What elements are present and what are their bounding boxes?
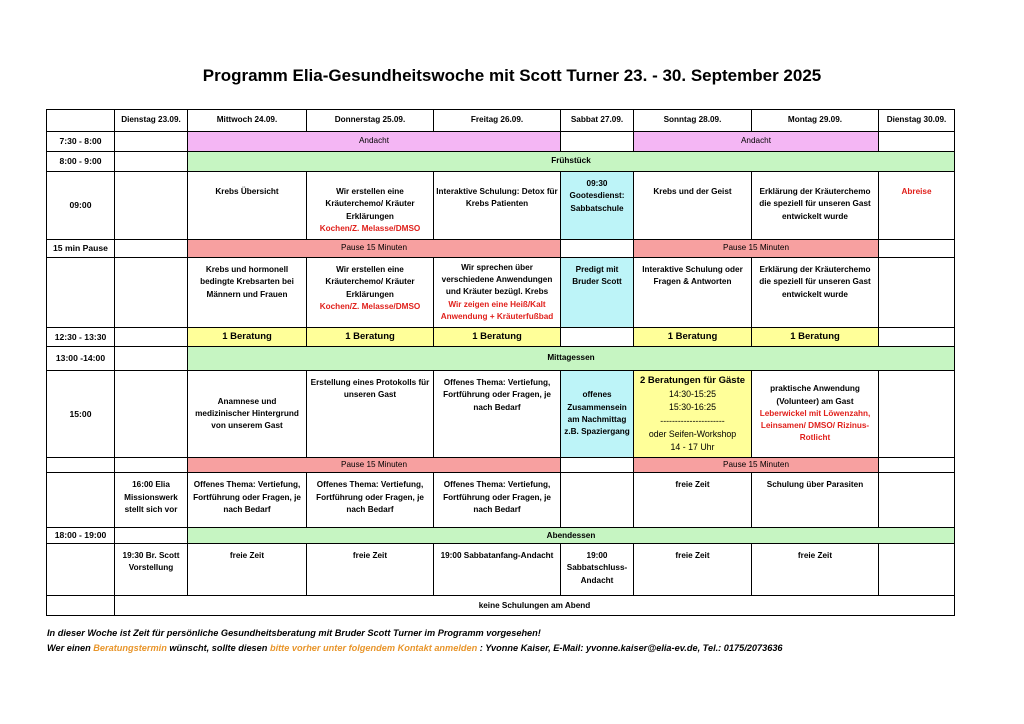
- session-cell: 16:00 Elia Missionswerk stellt sich vor: [115, 473, 188, 528]
- beratung-gaeste-cell: [634, 371, 752, 458]
- footer-note: In dieser Woche ist Zeit für persönliche Gesundheitsberatung mit Bruder Scott Turner im Programm vorgesehen!: [47, 628, 541, 638]
- row-pause: [47, 458, 955, 473]
- time-label: 12:30 - 13:30: [47, 328, 115, 347]
- session-cell: Erklärung der Kräuterchemo die speziell für unseren Gast entwickelt wurde: [752, 172, 879, 240]
- empty-cell: [879, 328, 955, 347]
- row-pause: [47, 240, 955, 258]
- session-text: 2 Beratungen für Gäste: [639, 374, 746, 386]
- session-cell: freie Zeit: [634, 544, 752, 596]
- mittagessen-block: Mittagessen: [188, 347, 955, 371]
- day-header: Dienstag 23.09.: [115, 110, 188, 132]
- empty-cell: [115, 347, 188, 371]
- day-header: Montag 29.09.: [752, 110, 879, 132]
- day-header: Donnerstag 25.09.: [307, 110, 434, 132]
- session-cell: Krebs und der Geist: [634, 172, 752, 240]
- empty-cell: [115, 528, 188, 544]
- row-afternoon: [47, 371, 955, 458]
- day-header: Sabbat 27.09.: [561, 110, 634, 132]
- session-text: Wir sprechen über verschiedene Anwendungen und Kräuter bezügl. Krebs: [441, 262, 553, 297]
- footer-contact-details: : Yvonne Kaiser, E-Mail: yvonne.kaiser@elia-ev.de, Tel.: 0175/2073636: [477, 643, 783, 653]
- row-late-morning: [47, 258, 955, 328]
- row-fruehstueck: [47, 152, 955, 172]
- session-cell: Erklärung der Kräuterchemo die speziell für unseren Gast entwickelt wurde: [752, 258, 879, 328]
- pause-block: Pause 15 Minuten: [634, 458, 879, 473]
- empty-cell: [115, 172, 188, 240]
- time-label: [47, 473, 115, 528]
- session-text: praktische Anwendung (Volunteer) am Gast: [770, 384, 860, 406]
- pause-block: Pause 15 Minuten: [188, 458, 561, 473]
- session-cell: Offenes Thema: Vertiefung, Fortführung oder Fragen, je nach Bedarf: [307, 473, 434, 528]
- empty-cell: [879, 258, 955, 328]
- session-cell: Interaktive Schulung oder Fragen & Antworten: [634, 258, 752, 328]
- session-cell: freie Zeit: [634, 473, 752, 528]
- empty-cell: [561, 458, 634, 473]
- row-beratung: [47, 328, 955, 347]
- session-time: 14:30-15:25: [669, 389, 716, 400]
- abreise-cell: Abreise: [879, 172, 955, 240]
- session-cell: Offenes Thema: Vertiefung, Fortführung oder Fragen, je nach Bedarf: [434, 371, 561, 458]
- session-time: 14 - 17 Uhr: [670, 441, 715, 452]
- footer-highlight: bitte vorher unter folgendem Kontakt anmelden: [269, 643, 478, 653]
- empty-cell: [115, 371, 188, 458]
- day-header: Freitag 26.09.: [434, 110, 561, 132]
- empty-cell: [115, 152, 188, 172]
- time-label: 7:30 - 8:00: [47, 132, 115, 152]
- session-cell: freie Zeit: [752, 544, 879, 596]
- time-label: [47, 458, 115, 473]
- row-andacht: [47, 132, 955, 152]
- day-header: Dienstag 30.09.: [879, 110, 955, 132]
- day-header: Mittwoch 24.09.: [188, 110, 307, 132]
- corner-cell: [47, 110, 115, 132]
- empty-cell: [879, 458, 955, 473]
- session-cell: Offenes Thema: Vertiefung, Fortführung oder Fragen, je nach Bedarf: [188, 473, 307, 528]
- divider-text: ----------------------: [660, 415, 725, 426]
- session-cell: 19:30 Br. Scott Vorstellung: [115, 544, 188, 596]
- abendessen-block: Abendessen: [188, 528, 955, 544]
- beratung-cell: 1 Beratung: [307, 328, 434, 347]
- page-title: Programm Elia-Gesundheitswoche mit Scott Turner 23. - 30. September 2025: [202, 66, 822, 85]
- beratung-cell: 1 Beratung: [434, 328, 561, 347]
- header-row: [47, 110, 955, 132]
- session-cell: [434, 258, 561, 328]
- row-evening-note: [47, 596, 955, 616]
- time-label: 18:00 - 19:00: [47, 528, 115, 544]
- empty-cell: [561, 240, 634, 258]
- row-morning: [47, 172, 955, 240]
- session-cell: Schulung über Parasiten: [752, 473, 879, 528]
- time-label: 09:00: [47, 172, 115, 240]
- fruehstueck-block: Frühstück: [188, 152, 955, 172]
- session-cell: [307, 258, 434, 328]
- session-cell: offenes Zusammensein am Nachmittag z.B. Spaziergang: [561, 371, 634, 458]
- empty-cell: [115, 328, 188, 347]
- footer-text: wünscht, sollte diesen: [166, 643, 270, 653]
- empty-cell: [115, 258, 188, 328]
- empty-cell: [115, 458, 188, 473]
- empty-cell: [561, 328, 634, 347]
- andacht-block: Andacht: [188, 132, 561, 152]
- session-cell: 19:00 Sabbatschluss-Andacht: [561, 544, 634, 596]
- session-cell: Offenes Thema: Vertiefung, Fortführung oder Fragen, je nach Bedarf: [434, 473, 561, 528]
- session-note: Kochen/Z. Melasse/DMSO: [319, 223, 421, 233]
- footer-text: Wer einen: [47, 643, 94, 653]
- empty-cell: [879, 132, 955, 152]
- session-text: oder Seifen-Workshop: [648, 428, 737, 439]
- session-cell: Krebs und hormonell bedingte Krebsarten bei Männern und Frauen: [188, 258, 307, 328]
- session-cell: Predigt mit Bruder Scott: [561, 258, 634, 328]
- session-cell: [752, 371, 879, 458]
- empty-cell: [561, 473, 634, 528]
- empty-cell: [879, 240, 955, 258]
- session-cell: 19:00 Sabbatanfang-Andacht: [434, 544, 561, 596]
- session-cell: Krebs Übersicht: [188, 172, 307, 240]
- footer-highlight: Beratungstermin: [93, 643, 167, 653]
- session-cell: freie Zeit: [307, 544, 434, 596]
- session-note: Kochen/Z. Melasse/DMSO: [319, 301, 421, 311]
- time-label: 15 min Pause: [47, 240, 115, 258]
- time-label: 13:00 -14:00: [47, 347, 115, 371]
- pause-block: Pause 15 Minuten: [188, 240, 561, 258]
- session-note: Leberwickel mit Löwenzahn, Leinsamen/ DMSO/ Rizinus-Rotlicht: [759, 408, 871, 443]
- andacht-block: Andacht: [634, 132, 879, 152]
- beratung-cell: 1 Beratung: [752, 328, 879, 347]
- empty-cell: [561, 132, 634, 152]
- empty-cell: [115, 132, 188, 152]
- day-header: Sonntag 28.09.: [634, 110, 752, 132]
- pause-block: Pause 15 Minuten: [634, 240, 879, 258]
- row-late-afternoon: [47, 473, 955, 528]
- schedule-table: [46, 109, 955, 616]
- time-label: 8:00 - 9:00: [47, 152, 115, 172]
- empty-cell: [115, 240, 188, 258]
- time-label: [47, 596, 115, 616]
- empty-cell: [879, 371, 955, 458]
- session-cell: Erstellung eines Protokolls für unseren Gast: [307, 371, 434, 458]
- session-cell: 09:30 Gootesdienst: Sabbatschule: [561, 172, 634, 240]
- session-text: Wir erstellen eine Kräuterchemo/ Kräuter Erklärungen: [325, 265, 415, 299]
- beratung-cell: 1 Beratung: [188, 328, 307, 347]
- empty-cell: [879, 473, 955, 528]
- session-note: Wir zeigen eine Heiß/Kalt Anwendung + Kräuterfußbad: [440, 299, 554, 321]
- empty-cell: [879, 544, 955, 596]
- row-evening: [47, 544, 955, 596]
- time-label: 15:00: [47, 371, 115, 458]
- session-cell: Interaktive Schulung: Detox für Krebs Patienten: [434, 172, 561, 240]
- session-text: Wir erstellen eine Kräuterchemo/ Kräuter Erklärungen: [325, 187, 415, 221]
- session-time: 15:30-16:25: [669, 402, 716, 413]
- time-label: [47, 544, 115, 596]
- session-cell: freie Zeit: [188, 544, 307, 596]
- row-abendessen: [47, 528, 955, 544]
- session-cell: Anamnese und medizinischer Hintergrund von unserem Gast: [188, 371, 307, 458]
- footer-contact: [47, 643, 783, 653]
- time-label: [47, 258, 115, 328]
- row-mittagessen: [47, 347, 955, 371]
- beratung-cell: 1 Beratung: [634, 328, 752, 347]
- keine-schulungen-cell: keine Schulungen am Abend: [115, 596, 955, 616]
- session-cell: [307, 172, 434, 240]
